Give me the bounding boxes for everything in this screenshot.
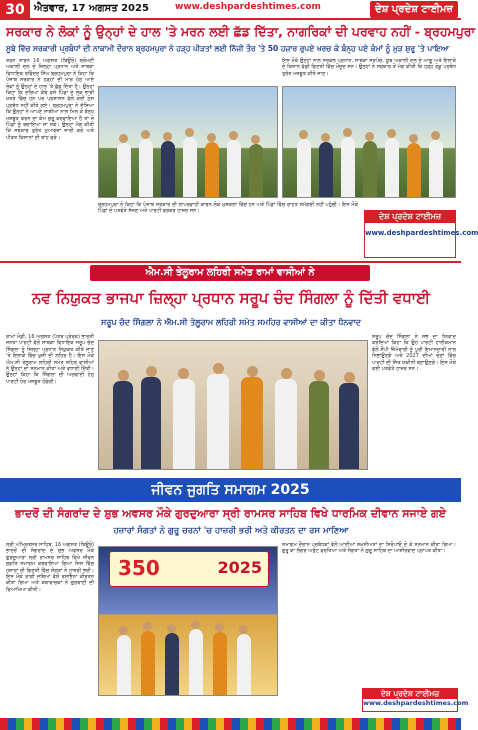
event-banner [109, 551, 269, 587]
promo-box [364, 210, 478, 258]
banner-year: 2025 [217, 558, 262, 577]
story2-body-left: ਰਾਮਾਂ ਮੰਡੀ, 16 ਅਗਸਤ (ਪੱਤਰ ਪ੍ਰੇਰਕ) ਭਾਰਤੀ ਜਨਤਾ ਪਾਰਟੀ ਵੱਲੋਂ ਸਾਬਕਾ ਵਿਧਾਇਕ ਸਰੂਪ ਚੰਦ ਸਿੰਗਲਾ ਨੂੰ ਜ਼ਿਲ੍ਹਾ ਪ੍ਰਧਾਨ ਨਿਯੁਕਤ ਕੀਤੇ ਜਾਣ 'ਤੇ ਇਲਾਕੇ ਵਿੱਚ ਖੁਸ਼ੀ ਦੀ ਲਹਿਰ ਹੈ। ਇਸ ਮੌਕੇ ਐਮ.ਸੀ ਤੇਲੂਰਾਮ ਲਹਿਰੀ ਸਮੇਤ ਸ਼ਹਿਰ ਵਾਸੀਆਂ ਨੇ ਉਨ੍ਹਾਂ ਦਾ ਸਨਮਾਨ ਕੀਤਾ ਅਤੇ ਵਧਾਈ ਦਿੱਤੀ। ਉਨ੍ਹਾਂ ਕਿਹਾ ਕਿ ਸਿੰਗਲਾ ਦੀ ਅਗਵਾਈ ਹੇਠ ਪਾਰਟੀ ਹੋਰ ਮਜ਼ਬੂਤ ਹੋਵੇਗੀ। [6, 334, 94, 385]
promo-website[interactable]: www.deshpardeshtimes.com [365, 229, 478, 237]
brand-logo: ਦੇਸ਼ ਪ੍ਰਦੇਸ਼ ਟਾਈਮਜ਼ [370, 1, 458, 18]
page-number: 30 [0, 0, 30, 20]
story3-headline: ਭਾਦਰੋਂ ਦੀ ਸੰਗਰਾਂਦ ਦੇ ਸ਼ੁਭ ਅਵਸਰ ਮੌਕੇ ਗੁਰਦੁਆਰਾ ਸ੍ਰੀ ਰਾਮਸਰ ਸਾਹਿਬ ਵਿਖੇ ਧਾਰਮਿਕ ਦੀਵਾਨ ਸਜਾਏ ਗਏ [15, 507, 446, 520]
story2-kicker: ਐਮ.ਸੀ ਤੇਲੂਰਾਮ ਲਹਿਰੀ ਸਮੇਤ ਰਾਮਾਂ ਵਾਸੀਆਂ ਨੇ [90, 265, 370, 281]
story2-subhead: ਸਰੂਪ ਚੰਦ ਸਿੰਗਲਾ ਨੇ ਐਮ.ਸੀ ਤੇਲੂਰਾਮ ਲਹਿਰੀ ਸਮੇਤ ਸਮਹਿਰ ਵਾਸੀਆਂ ਦਾ ਕੀਤਾ ਧੰਨਵਾਦ [101, 318, 361, 327]
promo-box-bottom [362, 688, 469, 712]
masthead [0, 0, 461, 20]
story1-subhead: ਸੂਬੇ ਵਿੱਚ ਸਰਕਾਰੀ ਪ੍ਰਬੰਧਾਂ ਦੀ ਨਾਕਾਮੀ ਦੌਰਾਨ ਬ੍ਰਹਮਪੁਰਾ ਨੇ ਹੜ੍ਹ ਪੀੜਤਾਂ ਲਈ ਨਿੱਜੀ ਤੌਰ 'ਤੇ 50 ਹਜ਼ਾਰ ਰੁਪਏ ਖਰਚ ਕੇ ਬੰਨ੍ਹ ਪਏ ਕੰਮਾਂ ਨੂੰ ਮੁੜ ਸ਼ੁਰੂ 'ਤੇ ਪਾਇਆ [6, 44, 450, 53]
story3-photo [98, 546, 278, 696]
dateline: ਐਤਵਾਰ, 17 ਅਗਸਤ 2025 [34, 3, 149, 14]
promo-bottom-website[interactable]: www.deshpardeshtimes.com [363, 699, 469, 707]
story3-body-right: ਸਮਾਗਮ ਦੌਰਾਨ ਪ੍ਰਬੰਧਕਾਂ ਵੱਲੋਂ ਆਈਆਂ ਸ਼ਖ਼ਸੀਅਤਾਂ ਦਾ ਸਿਰੋਪਾਓ ਦੇ ਕੇ ਸਨਮਾਨ ਕੀਤਾ ਗਿਆ। ਗੁਰੂ ਕਾ ਲੰਗਰ ਅਤੁੱਟ ਵਰਤਿਆ ਅਤੇ ਸੰਗਤਾਂ ਨੇ ਗੁਰੂ ਸਾਹਿਬ ਦਾ ਆਸ਼ੀਰਵਾਦ ਪ੍ਰਾਪਤ ਕੀਤਾ। [282, 542, 456, 555]
story1-photo-group [98, 86, 278, 198]
story1-body-right: ਇਸ ਮੌਕੇ ਉਨ੍ਹਾਂ ਨਾਲ ਸਰਕਲ ਪ੍ਰਧਾਨ, ਸਾਬਕਾ ਸਰਪੰਚ, ਯੂਥ ਅਕਾਲੀ ਦਲ ਦੇ ਆਗੂ ਅਤੇ ਇਲਾਕੇ ਦੇ ਕਿਸਾਨ ਵੱਡੀ ਗਿਣਤੀ ਵਿੱਚ ਮੌਜੂਦ ਸਨ। ਉਨ੍ਹਾਂ ਨੇ ਸਰਕਾਰ ਤੋਂ ਮੰਗ ਕੀਤੀ ਕਿ ਹੜ੍ਹ ਰੋਕੂ ਪ੍ਰਬੰਧ ਤੁਰੰਤ ਮਜ਼ਬੂਤ ਕੀਤੇ ਜਾਣ। [282, 58, 456, 77]
story3-band [0, 478, 461, 502]
story2-body-right: ਸਰੂਪ ਚੰਦ ਸਿੰਗਲਾ ਨੇ ਸਭ ਦਾ ਧੰਨਵਾਦ ਕਰਦਿਆਂ ਕਿਹਾ ਕਿ ਉਹ ਪਾਰਟੀ ਹਾਈਕਮਾਨ ਵੱਲੋਂ ਸੌਂਪੀ ਜ਼ਿੰਮੇਵਾਰੀ ਨੂੰ ਪੂਰੀ ਇਮਾਨਦਾਰੀ ਨਾਲ ਨਿਭਾਉਣਗੇ ਅਤੇ 2027 ਦੀਆਂ ਚੋਣਾਂ ਵਿੱਚ ਪਾਰਟੀ ਦੀ ਜਿੱਤ ਯਕੀਨੀ ਬਣਾਉਣਗੇ। ਇਸ ਮੌਕੇ ਕਈ ਪਤਵੰਤੇ ਹਾਜ਼ਰ ਸਨ। [372, 334, 457, 373]
story1-photo-village [282, 86, 456, 198]
story2-photo [98, 340, 368, 470]
story1-body-left: ਤਰਨ ਤਾਰਨ 16 ਅਗਸਤ (ਬਿਊਰੋ) ਸ਼੍ਰੋਮਣੀ ਅਕਾਲੀ ਦਲ ਦੇ ਜ਼ਿਲ੍ਹਾ ਪ੍ਰਧਾਨ ਅਤੇ ਸਾਬਕਾ ਵਿਧਾਇਕ ਰਵਿੰਦਰ ਸਿੰਘ ਬ੍ਰਹਮਪੁਰਾ ਨੇ ਕਿਹਾ ਕਿ ਪੰਜਾਬ ਸਰਕਾਰ ਨੇ ਹੜ੍ਹਾਂ ਦੀ ਮਾਰ ਹੇਠ ਆਏ ਲੋਕਾਂ ਨੂੰ ਉਨ੍ਹਾਂ ਦੇ ਹਾਲ 'ਤੇ ਛੱਡ ਦਿੱਤਾ ਹੈ। ਉਨ੍ਹਾਂ ਕਿਹਾ ਕਿ ਦਰਿਆ ਕੰਢੇ ਵਸੇ ਪਿੰਡਾਂ ਦੇ ਲੋਕ ਭਾਰੀ ਖ਼ਤਰੇ ਵਿੱਚ ਹਨ ਪਰ ਪ੍ਰਸ਼ਾਸਨ ਵੱਲੋਂ ਕੋਈ ਠੋਸ ਪ੍ਰਬੰਧ ਨਹੀਂ ਕੀਤੇ ਗਏ। ਬ੍ਰਹਮਪੁਰਾ ਨੇ ਦੱਸਿਆ ਕਿ ਉਨ੍ਹਾਂ ਨੇ ਆਪਣੇ ਸਾਥੀਆਂ ਨਾਲ ਮਿਲ ਕੇ ਬੰਨ੍ਹ ਮਜ਼ਬੂਤ ਕਰਨ ਦਾ ਕੰਮ ਸ਼ੁਰੂ ਕਰਵਾਇਆ ਹੈ ਤਾਂ ਜੋ ਪਿੰਡਾਂ ਨੂੰ ਬਚਾਇਆ ਜਾ ਸਕੇ। ਉਨ੍ਹਾਂ ਮੰਗ ਕੀਤੀ ਕਿ ਸਰਕਾਰ ਤੁਰੰਤ ਮੁਆਵਜ਼ਾ ਜਾਰੀ ਕਰੇ ਅਤੇ ਪੀੜਤ ਕਿਸਾਨਾਂ ਦੀ ਬਾਂਹ ਫੜੇ। [6, 58, 94, 141]
promo-bottom-brand: ਦੇਸ਼ ਪ੍ਰਦੇਸ਼ ਟਾਈਮਜ਼ [363, 689, 457, 699]
section-divider [0, 261, 461, 263]
story1-body-mid: ਬ੍ਰਹਮਪੁਰਾ ਨੇ ਕਿਹਾ ਕਿ ਪੰਜਾਬ ਸਰਕਾਰ ਦੀ ਲਾਪਰਵਾਹੀ ਕਾਰਨ ਲੋਕ ਮੁਸ਼ਕਲਾਂ ਵਿੱਚ ਹਨ ਅਤੇ ਪਿੰਡਾਂ ਵਿੱਚ ਰਾਹਤ ਸਮੱਗਰੀ ਨਹੀਂ ਪਹੁੰਚੀ। ਇਸ ਮੌਕੇ ਪਿੰਡਾਂ ਦੇ ਪਤਵੰਤੇ ਸੱਜਣ ਅਤੇ ਪਾਰਟੀ ਵਰਕਰ ਹਾਜ਼ਰ ਸਨ। [98, 202, 358, 215]
story2-headline: ਨਵ ਨਿਯੁਕਤ ਭਾਜਪਾ ਜ਼ਿਲ੍ਹਾ ਪ੍ਰਧਾਨ ਸਰੂਪ ਚੰਦ ਸਿੰਗਲਾ ਨੂੰ ਦਿੱਤੀ ਵਧਾਈ [32, 289, 430, 307]
promo-brand: ਦੇਸ਼ ਪ੍ਰਦੇਸ਼ ਟਾਈਮਜ਼ [365, 211, 455, 223]
story3-subhead: ਹਜ਼ਾਰਾਂ ਸੰਗਤਾਂ ਨੇ ਗੁਰੂ ਚਰਨਾਂ 'ਚ ਹਾਜ਼ਰੀ ਭਰੀ ਅਤੇ ਕੀਰਤਨ ਦਾ ਰਸ ਮਾਣਿਆ [113, 526, 349, 536]
story3-body-left: ਸ੍ਰੀ ਅੰਮ੍ਰਿਤਸਰ ਸਾਹਿਬ, 16 ਅਗਸਤ (ਬਿਊਰੋ) ਭਾਦਰੋਂ ਦੀ ਸੰਗਰਾਂਦ ਦੇ ਸ਼ੁਭ ਅਵਸਰ ਮੌਕੇ ਗੁਰਦੁਆਰਾ ਸ੍ਰੀ ਰਾਮਸਰ ਸਾਹਿਬ ਵਿਖੇ ਜੀਵਨ ਜੁਗਤਿ ਸਮਾਗਮ ਕਰਵਾਇਆ ਗਿਆ ਜਿਸ ਵਿੱਚ ਹਜ਼ਾਰਾਂ ਦੀ ਗਿਣਤੀ ਵਿੱਚ ਸੰਗਤਾਂ ਨੇ ਹਾਜ਼ਰੀ ਭਰੀ। ਇਸ ਮੌਕੇ ਰਾਗੀ ਜਥਿਆਂ ਵੱਲੋਂ ਰਸਭਿੰਨਾ ਕੀਰਤਨ ਕੀਤਾ ਗਿਆ ਅਤੇ ਕਥਾਵਾਚਕਾਂ ਨੇ ਗੁਰਬਾਣੀ ਦੀ ਵਿਆਖਿਆ ਕੀਤੀ। [6, 542, 94, 593]
story1-headline: ਸਰਕਾਰ ਨੇ ਲੋਕਾਂ ਨੂੰ ਉਨ੍ਹਾਂ ਦੇ ਹਾਲ 'ਤੇ ਮਰਨ ਲਈ ਛੱਡ ਦਿੱਤਾ, ਨਾਗਰਿਕਾਂ ਦੀ ਪਰਵਾਹ ਨਹੀਂ - ਬ੍ਰਹਮਪੁਰਾ [6, 24, 476, 39]
footer-strip [0, 718, 461, 730]
website-link[interactable]: www.deshpardeshtimes.com [175, 2, 321, 12]
story3-band-title: ਜੀਵਨ ਜੁਗਤਿ ਸਮਾਗਮ 2025 [151, 482, 310, 498]
banner-number: 350 [118, 556, 160, 580]
